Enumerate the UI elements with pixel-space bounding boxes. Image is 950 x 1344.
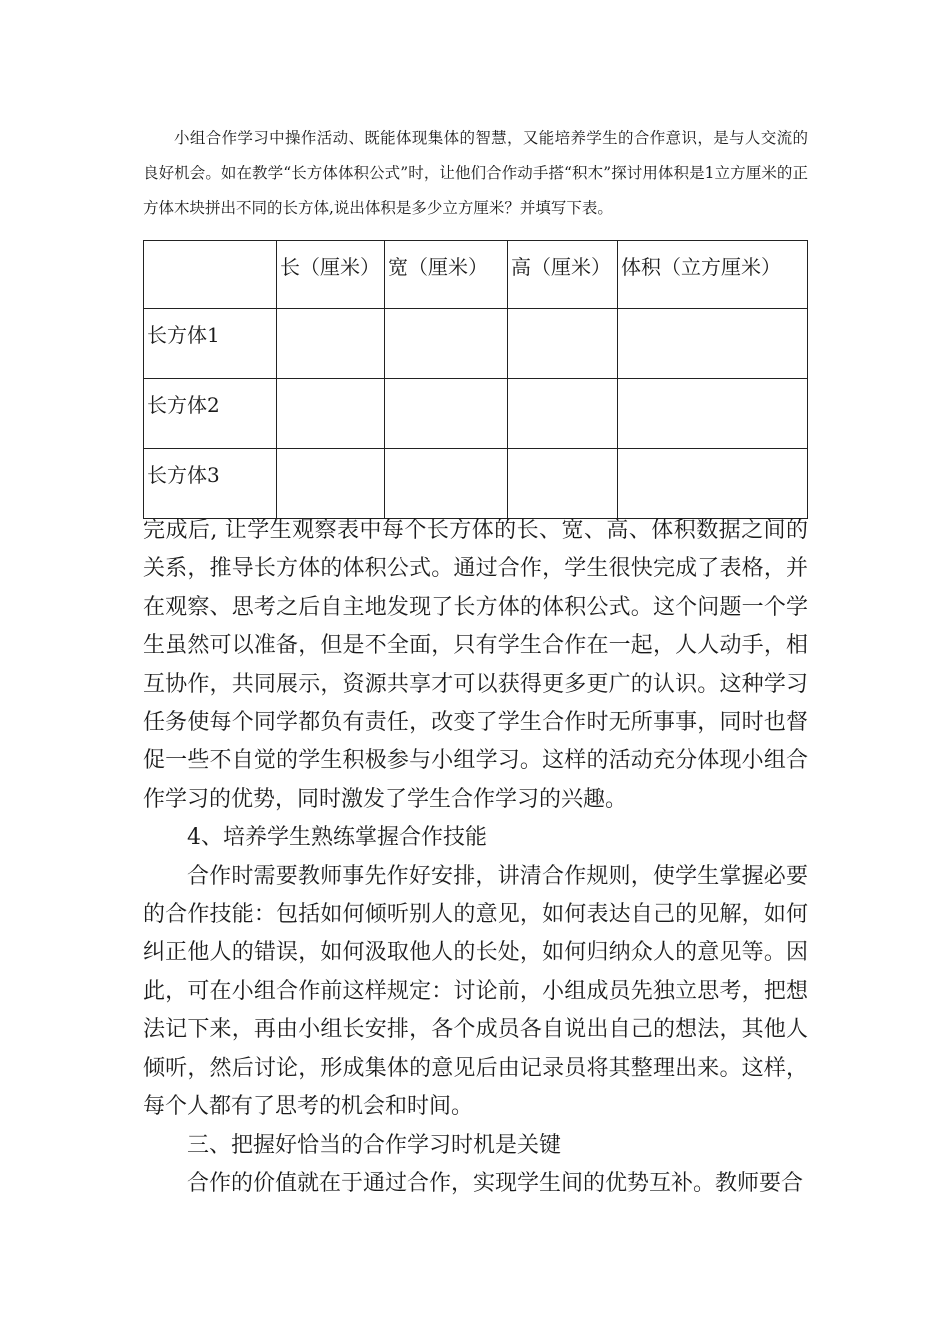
table-row [144,379,808,449]
table-cell [508,379,618,449]
table-cell [277,309,385,379]
body-text [143,512,808,1203]
table-cell [385,449,508,519]
paragraph-summary: 完成后, 让学生观察表中每个长方体的长、宽、高、体积数据之间的关系，推导长方体的体积公式。通过合作，学生很快完成了表格，并在观察、思考之后自主地发现了长方体的体积公式。这个问题一个学生虽然可以准备，但是不全面，只有学生合作在一起，人人动手，相互协作，共同展示，资源共享才可以获得更多更广的认识。这种学习任务使每个同学都负有责任，改变了学生合作时无所事事，同时也督促一些不自觉的学生积极参与小组学习。这样的活动充分体现小组合作学习的优势，同时激发了学生合作学习的兴趣。 [143,518,808,812]
table-cell [277,449,385,519]
table-header-row [144,241,808,309]
table-cell [508,449,618,519]
row-label: 长方体2 [144,379,277,449]
section-heading-4: 4、培养学生熟练掌握合作技能 [187,825,487,851]
row-label: 长方体3 [144,449,277,519]
section-heading-3: 三、把握好恰当的合作学习时机是关键 [187,1132,562,1158]
volume-table [143,240,808,519]
table-row [144,449,808,519]
row-label: 长方体1 [144,309,277,379]
table-cell [618,379,808,449]
table-row [144,309,808,379]
table-header-length: 长（厘米） [277,241,385,309]
table-cell [385,309,508,379]
intro-paragraph: 小组合作学习中操作活动、既能体现集体的智慧，又能培养学生的合作意识，是与人交流的良好机会。如在教学“长方体体积公式”时，让他们合作动手搭“积木”探讨用体积是1立方厘米的正方体木块拼出不同的长方体,说出体积是多少立方厘米？并填写下表。 [143,129,808,217]
table-header-height: 高（厘米） [508,241,618,309]
table-cell [277,379,385,449]
table-cell [508,309,618,379]
table-cell [618,309,808,379]
table-header-volume: 体积（立方厘米） [618,241,808,309]
table-header-cell-blank [144,241,277,309]
paragraph-cooperation-value: 合作的价值就在于通过合作，实现学生间的优势互补。教师要合 [187,1170,804,1196]
table-header-width: 宽（厘米） [385,241,508,309]
table-cell [618,449,808,519]
table-cell [385,379,508,449]
paragraph-cooperation-skills: 合作时需要教师事先作好安排，讲清合作规则，使学生掌握必要的合作技能：包括如何倾听别人的意见，如何表达自己的见解，如何纠正他人的错误，如何汲取他人的长处，如何归纳众人的意见等。因此，可在小组合作前这样规定：讨论前，小组成员先独立思考，把想法记下来，再由小组长安排，各个成员各自说出自己的想法，其他人倾听，然后讨论，形成集体的意见后由记录员将其整理出来。这样，每个人都有了思考的机会和时间。 [143,863,808,1120]
